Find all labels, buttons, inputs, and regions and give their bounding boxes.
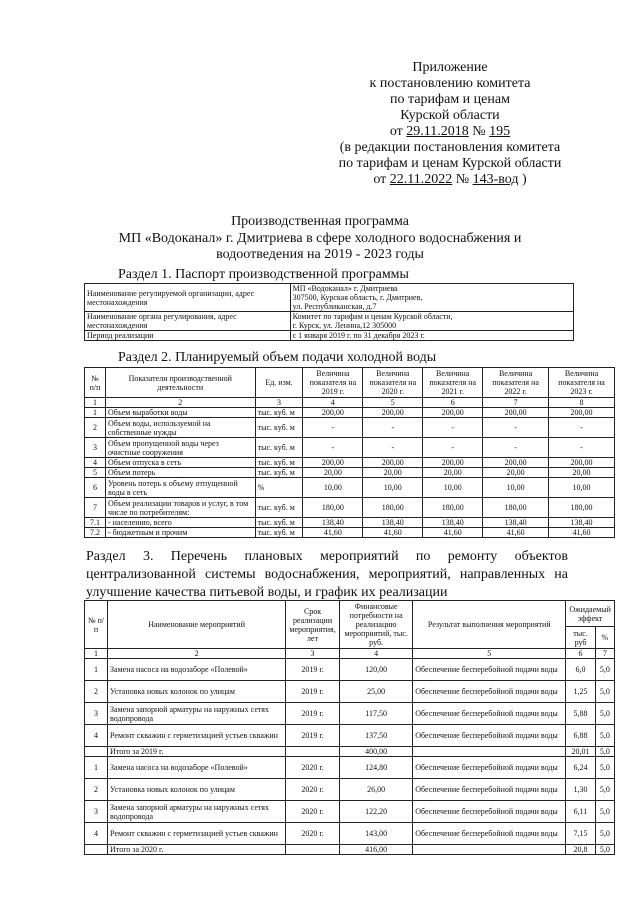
- volume-header-cell: № п/п: [85, 368, 106, 398]
- measures-effect-value: 7,15: [566, 823, 595, 845]
- measures-total-label: Итого за 2020 г.: [108, 845, 286, 855]
- volume-row: [85, 478, 615, 498]
- volume-indicator: Объем выработки воды: [105, 408, 255, 418]
- passport-value-line: МП «Водоканал» г. Дмитриева: [292, 284, 398, 293]
- volume-num: 4: [85, 458, 106, 468]
- volume-value: -: [549, 418, 615, 438]
- volume-num: 5: [85, 468, 106, 478]
- measures-row: [85, 725, 615, 747]
- measures-effect-value: 6,0: [566, 659, 595, 681]
- measures-num: 4: [85, 725, 108, 747]
- measures-row: [85, 779, 615, 801]
- volume-colnum-cell: 1: [85, 398, 106, 408]
- measures-effect-percent: 5,0: [595, 725, 614, 747]
- header-no-sign: №: [455, 172, 470, 187]
- measures-finance: 400,00: [339, 747, 412, 757]
- volume-colnum-row: [85, 398, 615, 408]
- measures-finance: 25,00: [339, 681, 412, 703]
- volume-num: 7: [85, 498, 106, 518]
- measures-name: Замена запорной арматуры на наружных сетях водопровода: [108, 703, 286, 725]
- volume-value: 41,60: [363, 528, 423, 538]
- volume-value: %: [255, 478, 303, 498]
- volume-value: -: [483, 438, 549, 458]
- measures-name: Установка новых колонок по улицам: [108, 779, 286, 801]
- measures-name: Замена насоса на водозаборе «Полевой»: [108, 757, 286, 779]
- passport-label: Наименование органа регулирования, адрес местонахождения: [85, 312, 291, 331]
- measures-finance: 120,00: [339, 659, 412, 681]
- measures-term: 2019 г.: [286, 681, 340, 703]
- measures-colnum-cell: 7: [595, 649, 614, 659]
- passport-row: [85, 331, 574, 341]
- section2-heading: Раздел 2. Планируемый объем подачи холодной воды: [118, 350, 437, 365]
- volume-value: 200,00: [363, 458, 423, 468]
- header-number: 143-вод: [472, 172, 519, 187]
- measures-header-effect: Ожидаемый эффект: [566, 601, 615, 627]
- measures-effect-value: 6,88: [566, 725, 595, 747]
- measures-name: Установка новых колонок по улицам: [108, 681, 286, 703]
- volume-value: тыс. куб. м: [255, 418, 303, 438]
- measures-header-row: [85, 601, 615, 627]
- measures-header-num: № п/п: [85, 601, 108, 649]
- volume-colnum-cell: 3: [255, 398, 303, 408]
- volume-indicator: Объем пропущенной воды через очистные сооружения: [105, 438, 255, 458]
- volume-row: [85, 438, 615, 458]
- volume-value: 41,60: [423, 528, 483, 538]
- measures-effect-value: 1,30: [566, 779, 595, 801]
- measures-finance: 117,50: [339, 703, 412, 725]
- header-prefix: от: [389, 124, 403, 139]
- header-no-sign: №: [472, 124, 486, 139]
- header-number: 195: [489, 124, 511, 139]
- measures-effect-percent: 5,0: [595, 779, 614, 801]
- measures-num: 4: [85, 823, 108, 845]
- measures-term: 2019 г.: [286, 659, 340, 681]
- volume-value: -: [549, 438, 615, 458]
- volume-value: -: [423, 438, 483, 458]
- header-line: Курской области: [400, 108, 500, 123]
- measures-term: 2020 г.: [286, 823, 340, 845]
- measures-colnum-row: [85, 649, 615, 659]
- measures-result: Обеспечение бесперебойной подачи воды: [413, 801, 566, 823]
- measures-row: [85, 823, 615, 845]
- header-date: 29.11.2018: [406, 124, 469, 139]
- measures-num: 3: [85, 703, 108, 725]
- measures-row: [85, 801, 615, 823]
- measures-effect-percent: 5,0: [595, 823, 614, 845]
- header-line: Приложение: [412, 60, 488, 75]
- volume-row: [85, 518, 615, 528]
- volume-indicator: Объем потерь: [105, 468, 255, 478]
- volume-value: -: [303, 438, 363, 458]
- volume-header-cell: Показатели производственной деятельности: [105, 368, 255, 398]
- volume-value: тыс. куб. м: [255, 438, 303, 458]
- measures-total-row: [85, 845, 615, 855]
- measures-table: [84, 600, 615, 855]
- volume-indicator: Объем реализации товаров и услуг, в том числе по потребителям:: [105, 498, 255, 518]
- measures-finance: 26,00: [339, 779, 412, 801]
- measures-num: 3: [85, 801, 108, 823]
- measures-effect-value: 1,25: [566, 681, 595, 703]
- volume-colnum-cell: 8: [549, 398, 615, 408]
- volume-value: тыс. куб. м: [255, 518, 303, 528]
- measures-effect-value: 20,8: [566, 845, 595, 855]
- passport-value-line: Комитет по тарифам и ценам Курской области,: [292, 312, 453, 321]
- volume-indicator: Объем воды, используемой на собственные нужды: [105, 418, 255, 438]
- measures-num: 1: [85, 757, 108, 779]
- volume-header-cell: Величина показателя на 2019 г.: [303, 368, 363, 398]
- volume-value: 20,00: [363, 468, 423, 478]
- measures-result: [413, 747, 566, 757]
- measures-result: Обеспечение бесперебойной подачи воды: [413, 725, 566, 747]
- volume-num: 2: [85, 418, 106, 438]
- passport-value-line: 307500, Курская область, г. Дмитриев,: [292, 293, 423, 302]
- volume-value: 138,40: [483, 518, 549, 528]
- measures-num: [85, 747, 108, 757]
- measures-result: Обеспечение бесперебойной подачи воды: [413, 823, 566, 845]
- volume-value: 41,60: [483, 528, 549, 538]
- measures-term: [286, 747, 340, 757]
- passport-value: [290, 331, 573, 341]
- volume-value: 10,00: [423, 478, 483, 498]
- measures-finance: 122,20: [339, 801, 412, 823]
- header-line: по тарифам и ценам: [390, 92, 510, 107]
- measures-total-row: [85, 747, 615, 757]
- measures-effect-percent: 5,0: [595, 681, 614, 703]
- passport-value-line: с 1 января 2019 г. по 31 декабря 2023 г.: [292, 331, 425, 340]
- measures-row: [85, 703, 615, 725]
- measures-effect-percent: 5,0: [595, 801, 614, 823]
- measures-header-result: Результат выполнения мероприятий: [413, 601, 566, 649]
- volume-value: 10,00: [363, 478, 423, 498]
- volume-value: 10,00: [303, 478, 363, 498]
- measures-term: 2019 г.: [286, 703, 340, 725]
- volume-num: 1: [85, 408, 106, 418]
- volume-row: [85, 468, 615, 478]
- volume-num: 3: [85, 438, 106, 458]
- volume-value: 41,60: [549, 528, 615, 538]
- measures-colnum-cell: 3: [286, 649, 340, 659]
- measures-result: Обеспечение бесперебойной подачи воды: [413, 659, 566, 681]
- volume-num: 6: [85, 478, 106, 498]
- passport-label: Период реализации: [85, 331, 291, 341]
- passport-row: [85, 312, 574, 331]
- header-line: (в редакции постановления комитета: [339, 140, 561, 155]
- header-line: к постановлению комитета: [369, 76, 531, 91]
- volume-header-cell: Величина показателя на 2022 г.: [483, 368, 549, 398]
- volume-indicator: Уровень потерь к объему отпущенной воды в сеть: [105, 478, 255, 498]
- passport-value-line: г. Курск, ул. Ленина,12 305000: [292, 321, 397, 330]
- measures-term: 2020 г.: [286, 757, 340, 779]
- volume-value: 20,00: [549, 468, 615, 478]
- measures-name: Ремонт скважин с герметизацией устьев скважин: [108, 725, 286, 747]
- volume-value: 200,00: [549, 458, 615, 468]
- volume-row: [85, 418, 615, 438]
- volume-header-cell: Ед. изм.: [255, 368, 303, 398]
- measures-row: [85, 659, 615, 681]
- measures-num: 2: [85, 681, 108, 703]
- measures-colnum-cell: 6: [566, 649, 595, 659]
- header-line: по тарифам и ценам Курской области: [338, 156, 562, 171]
- volume-row: [85, 528, 615, 538]
- measures-header-effect-unit: %: [595, 627, 614, 649]
- volume-value: -: [423, 418, 483, 438]
- passport-value: [290, 312, 573, 331]
- volume-row: [85, 408, 615, 418]
- volume-colnum-cell: 2: [105, 398, 255, 408]
- measures-total-label: Итого за 2019 г.: [108, 747, 286, 757]
- volume-header-cell: Величина показателя на 2023 г.: [549, 368, 615, 398]
- volume-value: тыс. куб. м: [255, 498, 303, 518]
- volume-value: -: [363, 418, 423, 438]
- volume-colnum-cell: 6: [423, 398, 483, 408]
- title-line: водоотведения на 2019 - 2023 годы: [216, 247, 424, 262]
- volume-num: 7.1: [85, 518, 106, 528]
- volume-value: 138,40: [363, 518, 423, 528]
- volume-indicator: - населению, всего: [105, 518, 255, 528]
- volume-value: 200,00: [423, 458, 483, 468]
- volume-value: 138,40: [549, 518, 615, 528]
- measures-header-name: Наименование мероприятий: [108, 601, 286, 649]
- volume-value: 180,00: [423, 498, 483, 518]
- volume-value: 20,00: [423, 468, 483, 478]
- measures-effect-value: 6,11: [566, 801, 595, 823]
- volume-indicator: Объем отпуска в сеть: [105, 458, 255, 468]
- volume-value: 138,40: [423, 518, 483, 528]
- measures-term: 2020 г.: [286, 779, 340, 801]
- volume-value: тыс. куб. м: [255, 468, 303, 478]
- header-date-line: [300, 124, 600, 140]
- volume-header-row: [85, 368, 615, 398]
- section3-heading: Раздел 3. Перечень плановых мероприятий по ремонту объектов централизованной системы водоснабжения, мероприятий, направленных на улучшение качества питьевой воды, и график их реализации: [86, 549, 568, 600]
- measures-effect-value: 6,24: [566, 757, 595, 779]
- measures-result: Обеспечение бесперебойной подачи воды: [413, 779, 566, 801]
- measures-num: 1: [85, 659, 108, 681]
- header-date: 22.11.2022: [389, 172, 453, 187]
- header-date-line: [300, 172, 600, 188]
- volume-header-cell: Величина показателя на 2021 г.: [423, 368, 483, 398]
- volume-colnum-cell: 7: [483, 398, 549, 408]
- passport-value-line: ул. Республиканская, д.7: [292, 302, 377, 311]
- section1-heading: Раздел 1. Паспорт производственной программы: [118, 267, 409, 282]
- volume-value: тыс. куб. м: [255, 528, 303, 538]
- measures-header-effect-unit: тыс. руб: [566, 627, 595, 649]
- volume-row: [85, 458, 615, 468]
- volume-value: -: [363, 438, 423, 458]
- measures-effect-value: 20,01: [566, 747, 595, 757]
- volume-value: тыс. куб. м: [255, 408, 303, 418]
- volume-value: 180,00: [303, 498, 363, 518]
- measures-colnum-cell: 1: [85, 649, 108, 659]
- measures-num: [85, 845, 108, 855]
- measures-term: 2019 г.: [286, 725, 340, 747]
- passport-table: [84, 283, 574, 341]
- measures-name: Замена насоса на водозаборе «Полевой»: [108, 659, 286, 681]
- volume-value: 180,00: [483, 498, 549, 518]
- volume-value: тыс. куб. м: [255, 458, 303, 468]
- header-prefix: от: [373, 172, 387, 187]
- volume-value: 10,00: [549, 478, 615, 498]
- volume-value: 180,00: [363, 498, 423, 518]
- volume-value: 200,00: [303, 408, 363, 418]
- volume-value: 200,00: [303, 458, 363, 468]
- program-title: [80, 214, 560, 264]
- volume-table: [84, 367, 615, 538]
- measures-result: Обеспечение бесперебойной подачи воды: [413, 681, 566, 703]
- appendix-header: [300, 60, 600, 188]
- volume-value: 180,00: [549, 498, 615, 518]
- measures-finance: 416,00: [339, 845, 412, 855]
- measures-row: [85, 681, 615, 703]
- volume-header-cell: Величина показателя на 2020 г.: [363, 368, 423, 398]
- measures-effect-percent: 5,0: [595, 703, 614, 725]
- measures-effect-value: 5,88: [566, 703, 595, 725]
- measures-result: Обеспечение бесперебойной подачи воды: [413, 703, 566, 725]
- volume-colnum-cell: 5: [363, 398, 423, 408]
- measures-finance: 143,00: [339, 823, 412, 845]
- header-suffix: ): [522, 172, 527, 187]
- measures-finance: 124,80: [339, 757, 412, 779]
- volume-value: 200,00: [423, 408, 483, 418]
- volume-row: [85, 498, 615, 518]
- measures-name: Ремонт скважин с герметизацией устьев скважин: [108, 823, 286, 845]
- volume-colnum-cell: 4: [303, 398, 363, 408]
- measures-header-term: Срок реализации мероприятия, лет: [286, 601, 340, 649]
- measures-term: [286, 845, 340, 855]
- measures-colnum-cell: 4: [339, 649, 412, 659]
- measures-result: [413, 845, 566, 855]
- volume-value: 41,60: [303, 528, 363, 538]
- measures-effect-percent: 5,0: [595, 747, 614, 757]
- measures-num: 2: [85, 779, 108, 801]
- volume-value: 200,00: [549, 408, 615, 418]
- volume-value: 200,00: [483, 458, 549, 468]
- volume-value: 20,00: [303, 468, 363, 478]
- volume-value: -: [483, 418, 549, 438]
- passport-value: [290, 284, 573, 312]
- volume-value: 20,00: [483, 468, 549, 478]
- measures-term: 2020 г.: [286, 801, 340, 823]
- volume-value: -: [303, 418, 363, 438]
- volume-value: 138,40: [303, 518, 363, 528]
- measures-effect-percent: 5,0: [595, 845, 614, 855]
- measures-colnum-cell: 5: [413, 649, 566, 659]
- measures-colnum-cell: 2: [108, 649, 286, 659]
- title-line: Производственная программа: [231, 214, 409, 229]
- measures-finance: 137,50: [339, 725, 412, 747]
- measures-name: Замена запорной арматуры на наружных сетях водопровода: [108, 801, 286, 823]
- title-line: МП «Водоканал» г. Дмитриева в сфере холодного водоснабжения и: [118, 230, 522, 246]
- measures-effect-percent: 5,0: [595, 659, 614, 681]
- volume-value: 200,00: [483, 408, 549, 418]
- passport-label: Наименование регулируемой организации, адрес местонахождения: [85, 284, 291, 312]
- measures-effect-percent: 5,0: [595, 757, 614, 779]
- passport-row: [85, 284, 574, 312]
- volume-num: 7.2: [85, 528, 106, 538]
- measures-header-finance: Финансовые потребности на реализацию мероприятий, тыс. руб.: [339, 601, 412, 649]
- volume-value: 10,00: [483, 478, 549, 498]
- measures-row: [85, 757, 615, 779]
- volume-indicator: - бюджетным и прочим: [105, 528, 255, 538]
- volume-value: 200,00: [363, 408, 423, 418]
- measures-result: Обеспечение бесперебойной подачи воды: [413, 757, 566, 779]
